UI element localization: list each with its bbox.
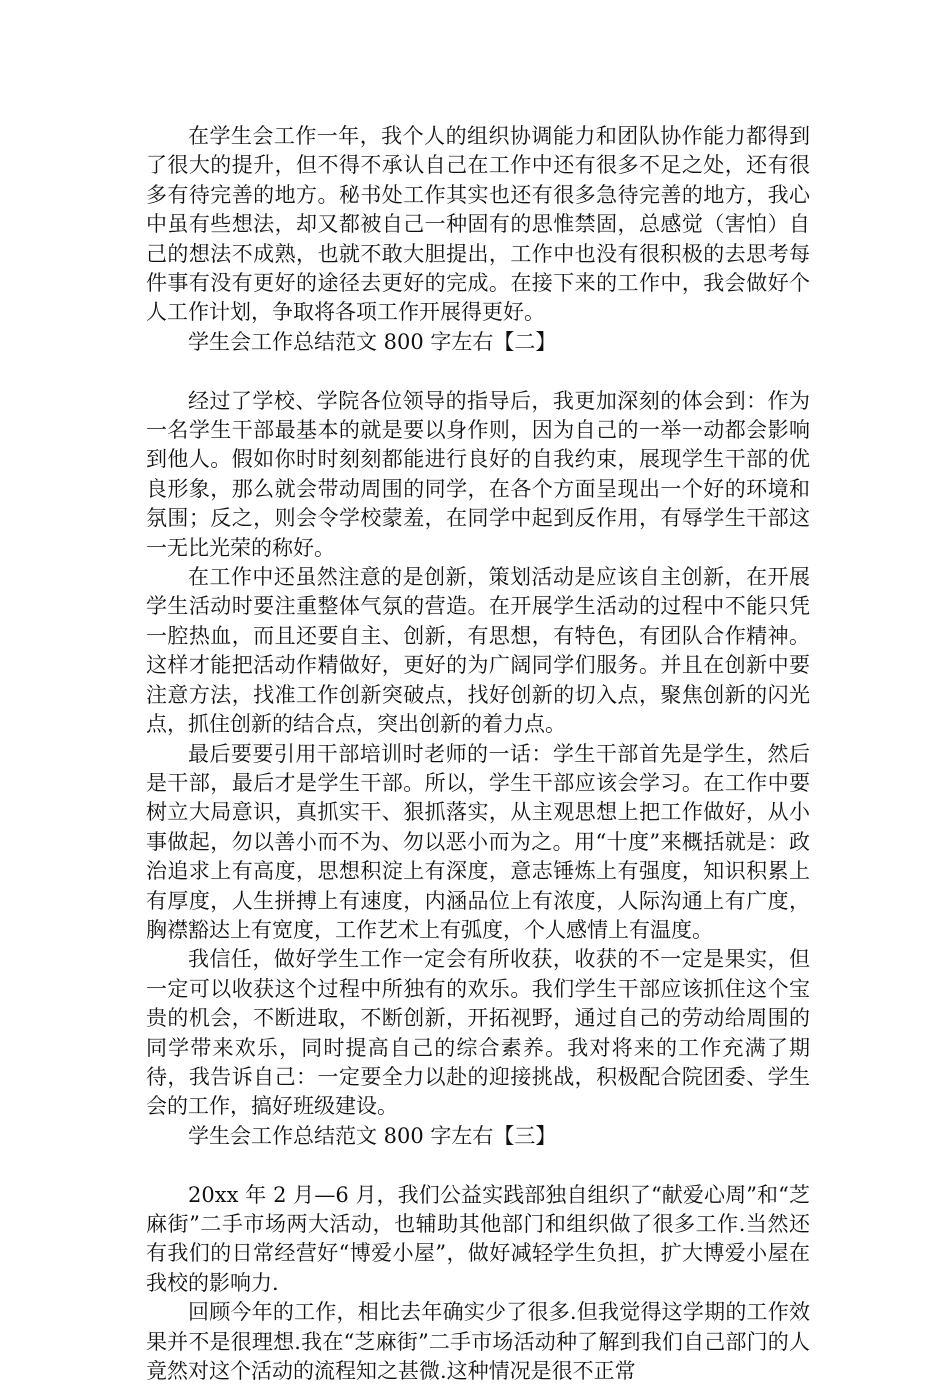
paragraph-3: 在工作中还虽然注意的是创新，策划活动是应该自主创新，在开展学生活动时要注重整体气氛的营造。在开展学生活动的过程中不能只凭一腔热血，而且还要自主、创新，有思想，有特色，有团队合作精神。这样才能把活动作精做好，更好的为广阔同学们服务。并且在创新中要注意方法，找准工作创新突破点，找好创新的切入点，聚焦创新的闪光点，抓住创新的结合点，突出创新的着力点。 (146, 565, 810, 737)
paragraph-7: 回顾今年的工作，相比去年确实少了很多.但我觉得这学期的工作效果并不是很理想.我在“芝麻街”二手市场活动种了解到我们自己部门的人竟然对这个活动的流程知之甚微.这种情况是很不正常 (146, 1300, 810, 1384)
paragraph-5: 我信任，做好学生工作一定会有所收获，收获的不一定是果实，但一定可以收获这个过程中所独有的欢乐。我们学生干部应该抓住这个宝贵的机会，不断进取，不断创新，开拓视野，通过自己的劳动给周围的同学带来欢乐，同时提高自己的综合素养。我对将来的工作充满了期待，我告诉自己：一定要全力以赴的迎接挑战，积极配合院团委、学生会的工作，搞好班级建设。 (146, 947, 810, 1119)
paragraph-4: 最后要要引用干部培训时老师的一话：学生干部首先是学生，然后是干部，最后才是学生干部。所以，学生干部应该会学习。在工作中要树立大局意识，真抓实干、狠抓落实，从主观思想上把工作做好，从小事做起，勿以善小而不为、勿以恶小而为之。用“十度”来概括就是：政治追求上有高度，思想积淀上有深度，意志锤炼上有强度，知识积累上有厚度，人生拼搏上有速度，内涵品位上有浓度，人际沟通上有广度，胸襟豁达上有宽度，工作艺术上有弧度，个人感情上有温度。 (146, 741, 810, 942)
section-heading-3: 学生会工作总结范文 800 字左右【三】 (188, 1123, 557, 1148)
paragraph-1: 在学生会工作一年，我个人的组织协调能力和团队协作能力都得到了很大的提升，但不得不承认自己在工作中还有很多不足之处，还有很多有待完善的地方。秘书处工作其实也还有很多急待完善的地方，我心中虽有些想法，却又都被自己一种固有的思惟禁固，总感觉（害怕）自己的想法不成熟，也就不敢大胆提出，工作中也没有很积极的去思考每件事有没有更好的途径去更好的完成。在接下来的工作中，我会做好个人工作计划，争取将各项工作开展得更好。 (146, 124, 810, 325)
paragraph-6: 20xx 年 2 月—6 月，我们公益实践部独自组织了“献爱心周”和“芝麻街”二手市场两大活动，也辅助其他部门和组织做了很多工作.当然还有我们的日常经营好“博爱小屋”，做好减轻学生负担，扩大博爱小屋在我校的影响力. (146, 1182, 810, 1295)
document-body (146, 122, 810, 1386)
blank-line (146, 357, 810, 386)
blank-line (146, 1151, 810, 1180)
section-heading-2: 学生会工作总结范文 800 字左右【二】 (188, 329, 557, 354)
paragraph-2: 经过了学校、学院各位领导的指导后，我更加深刻的体会到：作为一名学生干部最基本的就是要以身作则，因为自己的一举一动都会影响到他人。假如你时时刻刻都能进行良好的自我约束，展现学生干部的优良形象，那么就会带动周围的同学，在各个方面呈现出一个好的环境和氛围；反之，则会令学校蒙羞，在同学中起到反作用，有辱学生干部这一无比光荣的称好。 (146, 388, 810, 560)
